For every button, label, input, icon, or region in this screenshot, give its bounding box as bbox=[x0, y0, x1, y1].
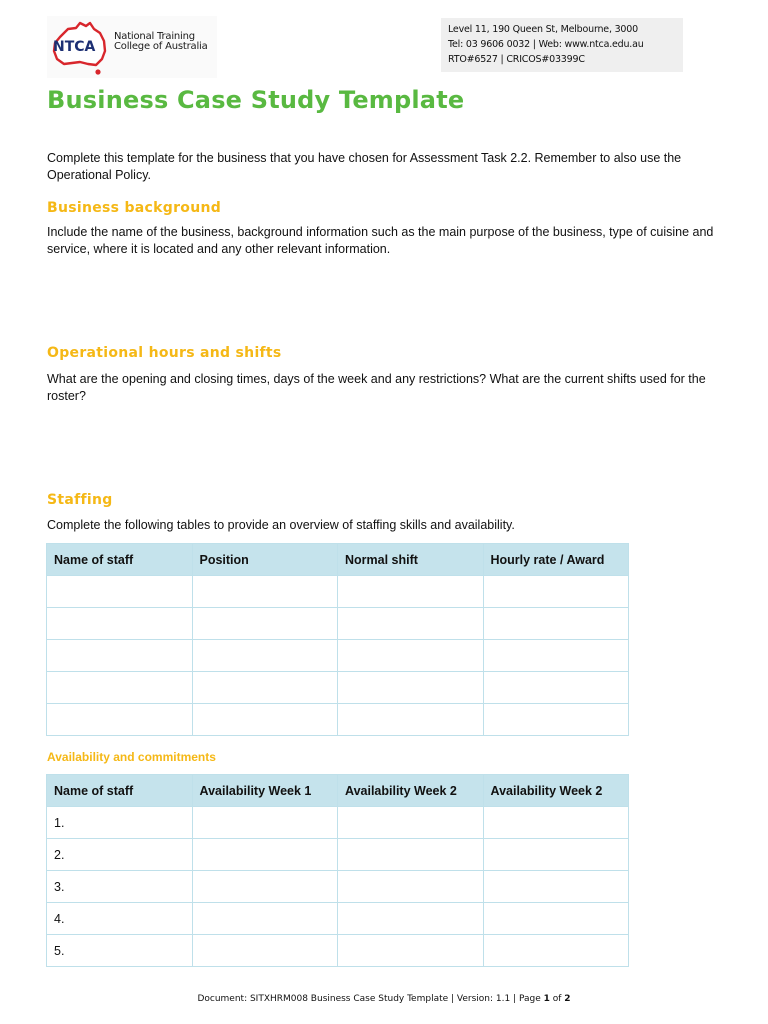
table-cell[interactable] bbox=[338, 640, 484, 672]
table-cell[interactable] bbox=[192, 839, 338, 871]
footer-page-total: 2 bbox=[564, 994, 571, 1004]
staff-col-name: Name of staff bbox=[47, 544, 193, 576]
row-number: 1. bbox=[47, 807, 193, 839]
table-cell[interactable] bbox=[338, 871, 484, 903]
table-cell[interactable] bbox=[483, 807, 629, 839]
table-cell[interactable] bbox=[338, 807, 484, 839]
footer-of: of bbox=[549, 994, 565, 1004]
table-row bbox=[47, 640, 629, 672]
table-row bbox=[47, 672, 629, 704]
logo-line-1: National Training bbox=[114, 31, 195, 42]
ntca-logo bbox=[47, 16, 217, 78]
table-cell[interactable] bbox=[338, 903, 484, 935]
table-row bbox=[47, 839, 629, 871]
availability-table bbox=[46, 774, 629, 967]
table-cell[interactable] bbox=[192, 935, 338, 967]
availability-heading: Availability and commitments bbox=[47, 750, 216, 764]
table-cell[interactable] bbox=[192, 576, 338, 608]
availability-header-row bbox=[47, 775, 629, 807]
table-cell[interactable] bbox=[192, 903, 338, 935]
table-row bbox=[47, 935, 629, 967]
table-cell[interactable] bbox=[338, 935, 484, 967]
staff-col-shift: Normal shift bbox=[338, 544, 484, 576]
table-cell[interactable] bbox=[483, 576, 629, 608]
contact-address: Level 11, 190 Queen St, Melbourne, 3000 bbox=[448, 24, 638, 35]
staff-col-rate: Hourly rate / Award bbox=[483, 544, 629, 576]
table-cell[interactable] bbox=[192, 672, 338, 704]
table-cell[interactable] bbox=[192, 704, 338, 736]
footer-page-number: 1 bbox=[543, 994, 550, 1004]
staff-table-header-row bbox=[47, 544, 629, 576]
svg-text:NTCA: NTCA bbox=[53, 39, 96, 55]
table-cell[interactable] bbox=[338, 839, 484, 871]
intro-text: Complete this template for the business that you have chosen for Assessment Task 2.2. Remember to also use the Operational Policy. bbox=[47, 151, 682, 182]
table-cell[interactable] bbox=[47, 704, 193, 736]
contact-phone-web: Tel: 03 9606 0032 | Web: www.ntca.edu.au bbox=[448, 39, 644, 50]
contact-registration: RTO#6527 | CRICOS#03399C bbox=[448, 54, 585, 65]
australia-map-icon bbox=[50, 19, 110, 77]
table-cell[interactable] bbox=[483, 839, 629, 871]
table-cell[interactable] bbox=[47, 576, 193, 608]
table-row bbox=[47, 576, 629, 608]
table-cell[interactable] bbox=[483, 935, 629, 967]
footer-document-info: Document: SITXHRM008 Business Case Study Template | Version: 1.1 | Page bbox=[197, 994, 544, 1004]
contact-box bbox=[441, 18, 683, 72]
availability-col-week1: Availability Week 1 bbox=[192, 775, 338, 807]
row-number: 3. bbox=[47, 871, 193, 903]
table-cell[interactable] bbox=[483, 903, 629, 935]
table-cell[interactable] bbox=[47, 640, 193, 672]
availability-col-week2b: Availability Week 2 bbox=[483, 775, 629, 807]
table-row bbox=[47, 608, 629, 640]
row-number: 5. bbox=[47, 935, 193, 967]
table-cell[interactable] bbox=[192, 608, 338, 640]
staffing-text: Complete the following tables to provide an overview of staffing skills and availability. bbox=[47, 518, 515, 532]
table-cell[interactable] bbox=[338, 576, 484, 608]
staffing-heading: Staffing bbox=[47, 492, 113, 508]
table-row bbox=[47, 807, 629, 839]
business-background-heading: Business background bbox=[47, 200, 222, 216]
page-title: Business Case Study Template bbox=[47, 86, 465, 114]
table-cell[interactable] bbox=[47, 608, 193, 640]
operational-hours-heading: Operational hours and shifts bbox=[47, 345, 282, 361]
table-cell[interactable] bbox=[483, 640, 629, 672]
page-footer bbox=[0, 994, 768, 1004]
row-number: 4. bbox=[47, 903, 193, 935]
table-cell[interactable] bbox=[192, 807, 338, 839]
availability-col-week2: Availability Week 2 bbox=[338, 775, 484, 807]
staff-col-position: Position bbox=[192, 544, 338, 576]
table-cell[interactable] bbox=[192, 871, 338, 903]
logo-line-2: College of Australia bbox=[114, 41, 208, 52]
availability-col-name: Name of staff bbox=[47, 775, 193, 807]
table-cell[interactable] bbox=[483, 704, 629, 736]
table-row bbox=[47, 903, 629, 935]
table-cell[interactable] bbox=[338, 672, 484, 704]
staff-table bbox=[46, 543, 629, 736]
logo-wordmark bbox=[114, 32, 208, 52]
table-row bbox=[47, 871, 629, 903]
business-background-text: Include the name of the business, background information such as the main purpose of the business, type of cuisine and service, where it is located and any other relevant information. bbox=[47, 225, 714, 256]
table-cell[interactable] bbox=[338, 608, 484, 640]
operational-hours-text: What are the opening and closing times, days of the week and any restrictions? What are the current shifts used for the roster? bbox=[47, 372, 706, 403]
table-cell[interactable] bbox=[47, 672, 193, 704]
table-cell[interactable] bbox=[483, 871, 629, 903]
table-row bbox=[47, 704, 629, 736]
table-cell[interactable] bbox=[483, 608, 629, 640]
row-number: 2. bbox=[47, 839, 193, 871]
table-cell[interactable] bbox=[338, 704, 484, 736]
table-cell[interactable] bbox=[192, 640, 338, 672]
table-cell[interactable] bbox=[483, 672, 629, 704]
